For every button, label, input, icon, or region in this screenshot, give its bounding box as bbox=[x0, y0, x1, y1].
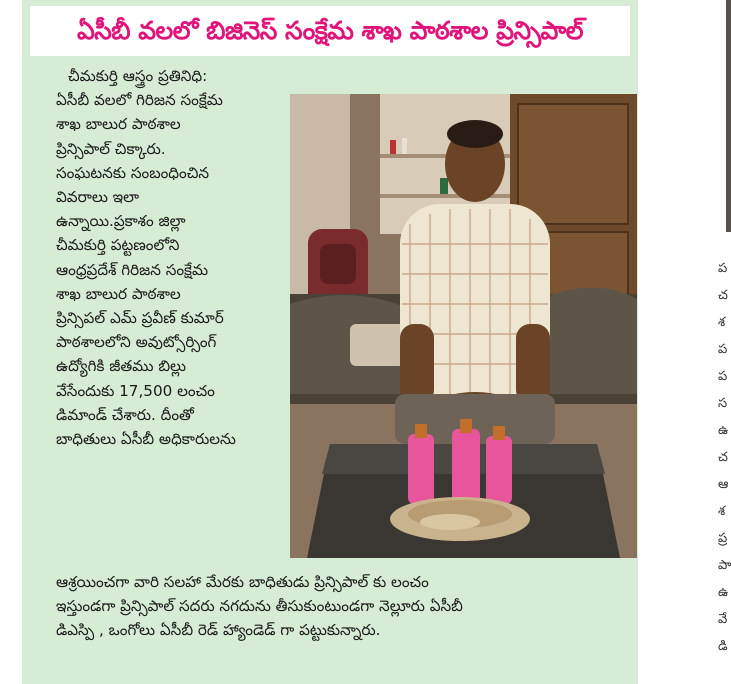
body-line: ప్రిన్సిపల్ ఎమ్ ప్రవీణ్ కుమార్ bbox=[56, 309, 224, 328]
body-line: చీమకుర్తి పట్టణంలోని bbox=[56, 236, 180, 255]
adjacent-glyph: స bbox=[718, 396, 728, 411]
body-line: ప్రిన్సిపాల్ చిక్కారు. bbox=[56, 139, 166, 158]
article-body bbox=[56, 64, 288, 451]
adjacent-glyph: డి bbox=[718, 639, 728, 654]
body-line: ఉన్నాయి.ప్రకాశం జిల్లా bbox=[56, 212, 186, 231]
adjacent-glyph: శ bbox=[718, 315, 726, 330]
adjacent-glyph: ప bbox=[718, 342, 728, 357]
adjacent-glyph: ప్ర bbox=[718, 531, 728, 546]
body-line: పాఠశాలలోని అవుట్సోర్సింగ్ bbox=[56, 333, 217, 352]
body-line: సంఘటనకు సంబంధించిన bbox=[56, 163, 209, 182]
adjacent-glyph: ప bbox=[718, 261, 728, 276]
adjacent-glyph: వే bbox=[718, 612, 728, 627]
photo-illustration bbox=[290, 94, 637, 558]
body-line: డిఎస్పి , ఒంగోలు ఏసీబీ రెడ్ హ్యాండెడ్ గా పట్టుకున్నారు. bbox=[56, 621, 381, 640]
body-line: ఆశ్రయించగా వారి సలహా మేరకు బాధితుడు ప్రిన్సిపాల్ కు లంచం bbox=[56, 573, 429, 591]
adjacent-photo-edge bbox=[726, 0, 731, 232]
body-line: ఇస్తుండగా ప్రిన్సిపాల్ సదరు నగదును తీసుకుంటుండగా నెల్లూరు ఏసీబీ bbox=[56, 597, 463, 616]
body-line: శాఖ బాలుర పాఠశాల bbox=[56, 284, 181, 303]
body-line: ఏసీబీ వలలో గిరిజన సంక్షేమ bbox=[56, 91, 223, 110]
body-line: బాధితులు ఏసీబీ అధికారులను bbox=[56, 430, 236, 449]
adjacent-glyph: ఆ bbox=[718, 477, 729, 492]
body-line: ఉద్యోగికి జీతము బిల్లు bbox=[56, 357, 187, 376]
adjacent-glyph: ఉ bbox=[718, 585, 729, 600]
news-photo bbox=[290, 94, 637, 558]
body-line: చీమకుర్తి ఆస్త్రం ప్రతినిధి: bbox=[68, 67, 208, 85]
adjacent-glyph: ప bbox=[718, 369, 728, 384]
body-line: వివరాలు ఇలా bbox=[56, 188, 140, 207]
article-body-continued bbox=[56, 570, 636, 643]
headline: ఏసీబీ వలలో బిజినెస్ సంక్షేమ శాఖ పాఠశాల ప్రిన్సిపాల్ bbox=[30, 6, 630, 56]
adjacent-glyph: చ bbox=[718, 450, 728, 465]
adjacent-column-clipped bbox=[686, 0, 731, 684]
adjacent-glyph: చ bbox=[718, 288, 728, 303]
adjacent-glyph: పా bbox=[718, 558, 731, 573]
body-line: ఆంధ్రప్రదేశ్ గిరిజన సంక్షేమ bbox=[56, 260, 209, 279]
body-line: డిమాండ్ చేశారు. దీంతో bbox=[56, 405, 194, 424]
body-line: వేసేందుకు 17,500 లంచం bbox=[56, 381, 215, 400]
adjacent-glyph: ఉ bbox=[718, 423, 729, 438]
news-article bbox=[22, 0, 638, 684]
body-line: శాఖ బాలుర పాఠశాల bbox=[56, 115, 181, 134]
adjacent-glyph: శ bbox=[718, 504, 726, 519]
